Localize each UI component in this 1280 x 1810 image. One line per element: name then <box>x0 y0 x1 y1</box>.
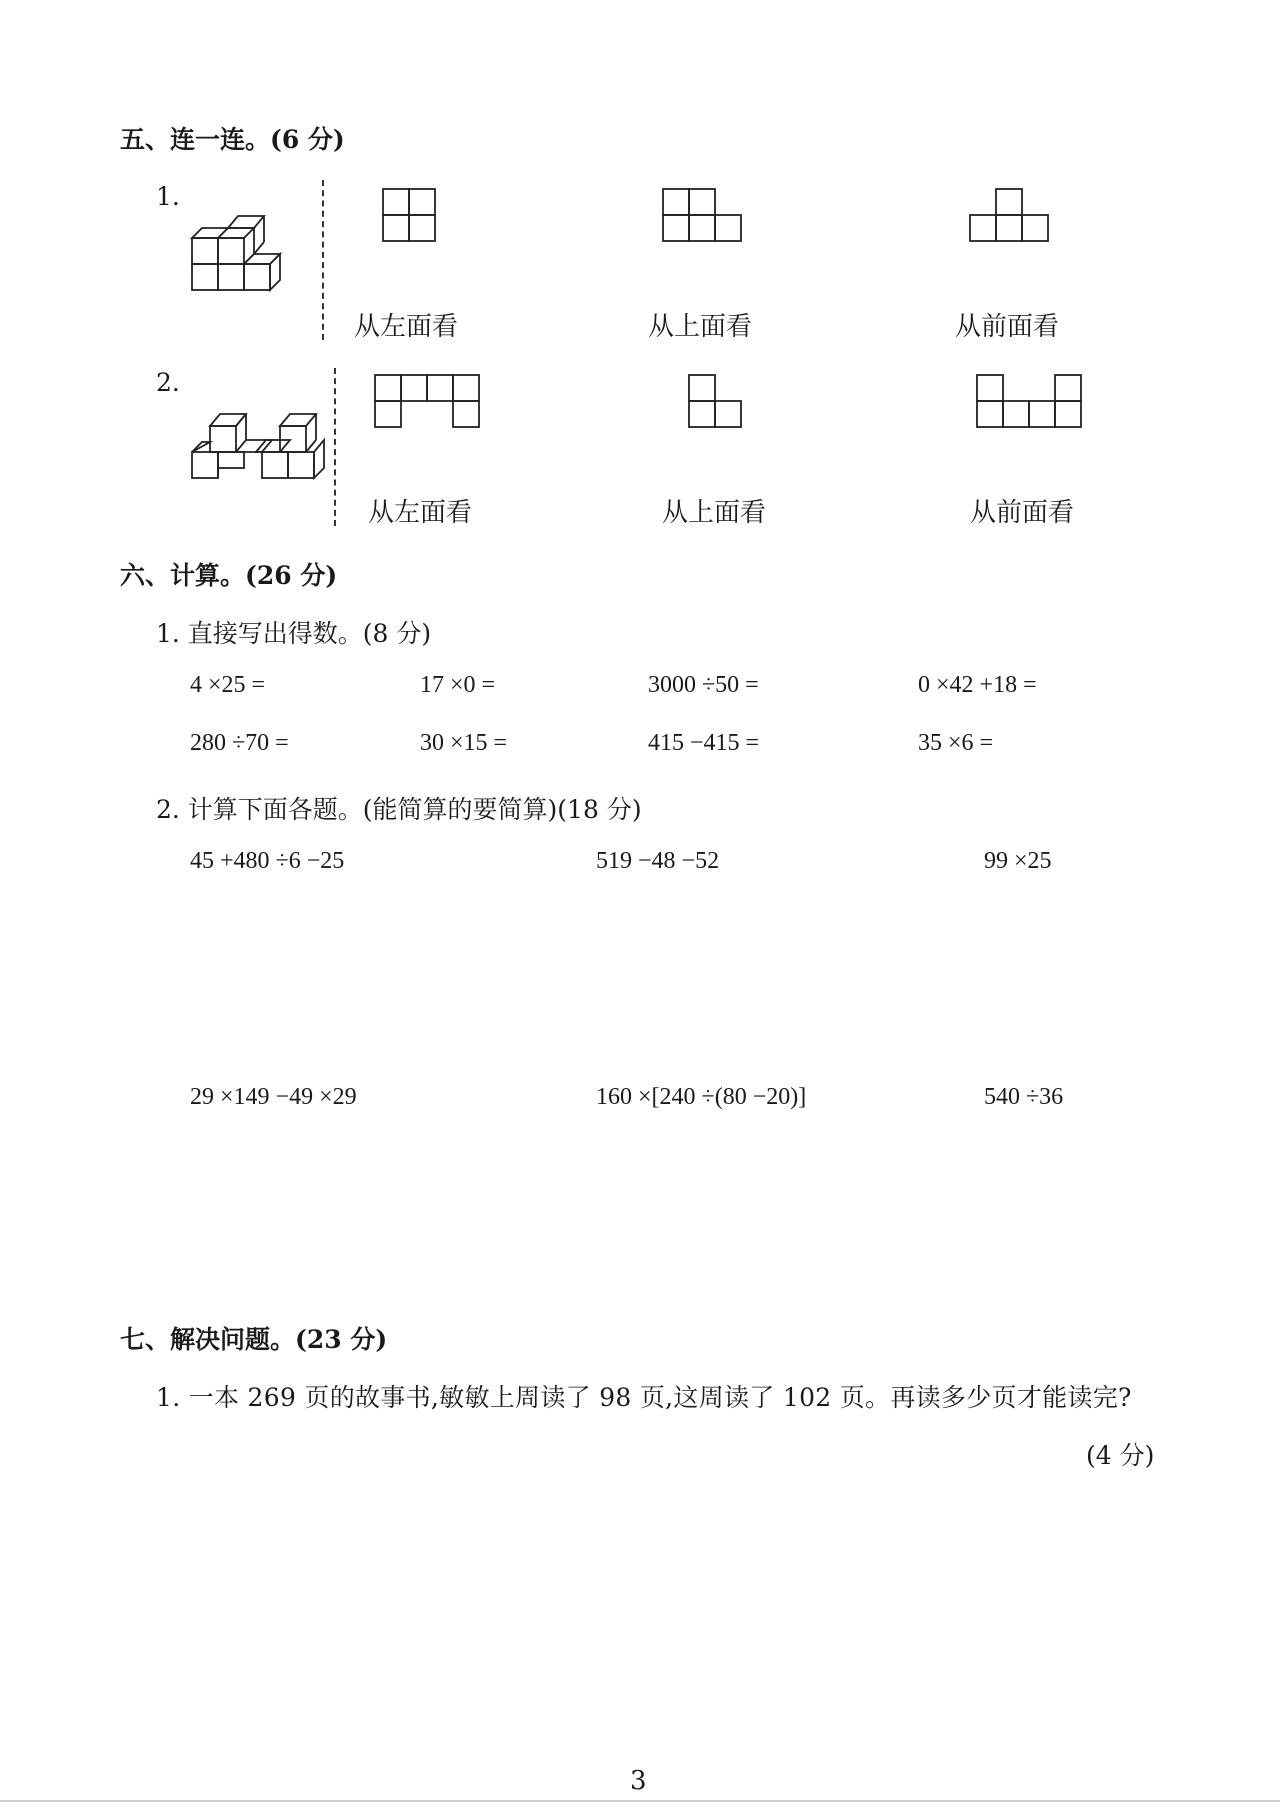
expr-item: 160 ×[240 ÷(80 −20)] <box>596 1084 807 1110</box>
section6-title: 六、计算。(26 分) <box>120 561 338 590</box>
problem-1-text: 1. 一本 269 页的故事书,敏敏上周读了 98 页,这周读了 102 页。再读多少页才能读完? <box>156 1383 1132 1412</box>
calc-item: 415 −415 = <box>648 730 760 756</box>
q1-view-left-figure <box>382 188 438 244</box>
calc-item: 4 ×25 = <box>190 672 266 698</box>
expr-item: 540 ÷36 <box>984 1084 1064 1110</box>
section5-title: 五、连一连。(6 分) <box>120 125 345 154</box>
q1-view-top-figure <box>662 188 746 244</box>
calc-item: 3000 ÷50 = <box>648 672 759 698</box>
page-number: 3 <box>630 1766 647 1796</box>
q2-view-top-figure <box>688 374 744 430</box>
q1-view-front-figure <box>969 188 1053 244</box>
q1-divider <box>322 180 324 340</box>
calc-item: 30 ×15 = <box>420 730 508 756</box>
expr-item: 519 −48 −52 <box>596 848 720 874</box>
calc-item: 17 ×0 = <box>420 672 496 698</box>
q2-divider <box>334 368 336 526</box>
expr-item: 45 +480 ÷6 −25 <box>190 848 345 874</box>
p1-title: 1. 直接写出得数。(8 分) <box>156 619 432 648</box>
section7-title: 七、解决问题。(23 分) <box>120 1325 388 1354</box>
q2-number: 2. <box>156 368 180 397</box>
q2-label-top: 从上面看 <box>662 498 767 528</box>
problem-1-score: (4 分) <box>1086 1441 1155 1470</box>
bottom-rule <box>0 1800 1280 1802</box>
q2-cube-figure <box>190 398 340 483</box>
q2-view-front-figure <box>976 374 1086 430</box>
q1-cube-figure <box>190 210 290 295</box>
calc-item: 280 ÷70 = <box>190 730 289 756</box>
q2-label-left: 从左面看 <box>368 498 473 528</box>
p2-title: 2. 计算下面各题。(能简算的要简算)(18 分) <box>156 795 642 824</box>
q2-view-left-figure <box>374 374 484 430</box>
expr-item: 29 ×149 −49 ×29 <box>190 1084 357 1110</box>
expr-item: 99 ×25 <box>984 848 1052 874</box>
q1-label-top: 从上面看 <box>648 312 753 342</box>
calc-item: 0 ×42 +18 = <box>918 672 1037 698</box>
q2-label-front: 从前面看 <box>970 498 1075 528</box>
q1-number: 1. <box>156 182 180 211</box>
q1-label-front: 从前面看 <box>955 312 1060 342</box>
calc-item: 35 ×6 = <box>918 730 994 756</box>
q1-label-left: 从左面看 <box>354 312 459 342</box>
